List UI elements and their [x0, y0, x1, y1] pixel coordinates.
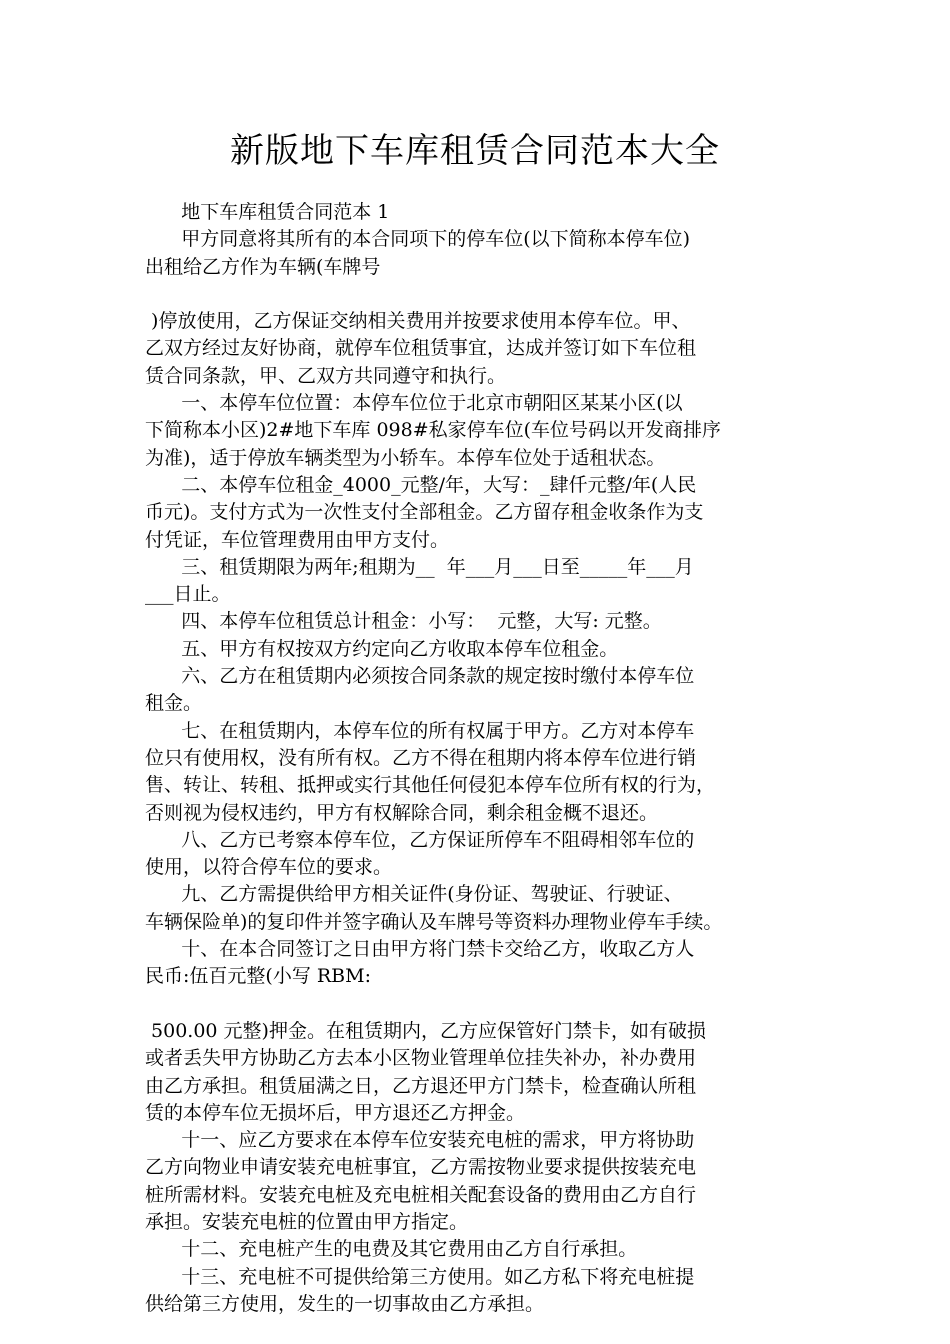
text-line: 十、在本合同签订之日由甲方将门禁卡交给乙方，收取乙方人 [145, 938, 695, 961]
text-line: 或者丢失甲方协助乙方去本小区物业管理单位挂失补办，补办费用 [145, 1047, 697, 1070]
text-line: 一、本停车位位置：本停车位位于北京市朝阳区某某小区(以 [145, 392, 683, 415]
text-line: 七、在租赁期内，本停车位的所有权属于甲方。乙方对本停车 [145, 719, 695, 742]
text-line: 车辆保险单)的复印件并签字确认及车牌号等资料办理物业停车手续。 [145, 910, 723, 933]
text-line: 供给第三方使用，发生的一切事故由乙方承担。 [145, 1292, 545, 1315]
text-line: 售、转让、转租、抵押或实行其他任何侵犯本停车位所有权的行为， [145, 774, 716, 797]
text-line: 赁合同条款，甲、乙双方共同遵守和执行。 [145, 364, 507, 387]
text-line: 三、租赁期限为两年;租期为__ 年___月___日至_____年___月 [145, 555, 694, 578]
text-line: 乙方向物业申请安装充电桩事宜，乙方需按物业要求提供按装充电 [145, 1156, 697, 1179]
text-line: 承担。安装充电桩的位置由甲方指定。 [145, 1210, 469, 1233]
text-line: 乙双方经过友好协商，就停车位租赁事宜，达成并签订如下车位租 [145, 337, 697, 360]
text-line: 付凭证，车位管理费用由甲方支付。 [145, 528, 450, 551]
text-line: 十一、应乙方要求在本停车位安装充电桩的需求，甲方将协助 [145, 1129, 695, 1152]
text-line: 四、本停车位租赁总计租金：小写： 元整，大写: 元整。 [145, 610, 662, 633]
text-line: 500.00 元整)押金。在租赁期内，乙方应保管好门禁卡，如有破损 [145, 1019, 706, 1042]
text-line: )停放使用，乙方保证交纳相关费用并按要求使用本停车位。甲、 [145, 310, 691, 333]
text-line: 桩所需材料。安装充电桩及充电桩相关配套设备的费用由乙方自行 [145, 1183, 697, 1206]
text-line: 五、甲方有权按双方约定向乙方收取本停车位租金。 [145, 637, 619, 660]
text-line: 出租给乙方作为车辆(车牌号 [145, 255, 381, 278]
text-line: 六、乙方在租赁期内必须按合同条款的规定按时缴付本停车位 [145, 665, 695, 688]
text-line: 九、乙方需提供给甲方相关证件(身份证、驾驶证、行驶证、 [145, 883, 683, 906]
text-line: 币元)。支付方式为一次性支付全部租金。乙方留存租金收条作为支 [145, 501, 704, 524]
text-line: 十二、充电桩产生的电费及其它费用由乙方自行承担。 [145, 1238, 638, 1261]
text-line: 八、乙方已考察本停车位，乙方保证所停车不阻碍相邻车位的 [145, 828, 695, 851]
text-line: 二、本停车位租金_4000_元整/年，大写：_肆仟元整/年(人民 [145, 473, 697, 496]
text-line: 赁的本停车位无损坏后，甲方退还乙方押金。 [145, 1101, 526, 1124]
document-title: 新版地下车库租赁合同范本大全 [230, 131, 720, 171]
text-line: 租金。 [145, 692, 203, 715]
text-line: ___日止。 [145, 583, 231, 606]
text-line: 由乙方承担。租赁届满之日，乙方退还甲方门禁卡，检查确认所租 [145, 1074, 697, 1097]
blank-line [145, 991, 805, 1018]
text-line: 十三、充电桩不可提供给第三方使用。如乙方私下将充电桩提 [145, 1265, 695, 1288]
text-line: 地下车库租赁合同范本 1 [145, 201, 390, 223]
blank-line [145, 281, 805, 308]
text-line: 民币:伍百元整(小写 RBM: [145, 965, 371, 988]
text-line: 为准)，适于停放车辆类型为小轿车。本停车位处于适租状态。 [145, 446, 666, 469]
document-body [145, 199, 805, 1318]
text-line: 下简称本小区)2#地下车库 098#私家停车位(车位号码以开发商排序 [145, 419, 722, 442]
text-line: 否则视为侵权违约，甲方有权解除合同，剩余租金概不退还。 [145, 801, 659, 824]
text-line: 位只有使用权，没有所有权。乙方不得在租期内将本停车位进行销 [145, 746, 697, 769]
text-line: 甲方同意将其所有的本合同项下的停车位(以下简称本停车位) [145, 228, 691, 251]
text-line: 使用，以符合停车位的要求。 [145, 856, 393, 879]
